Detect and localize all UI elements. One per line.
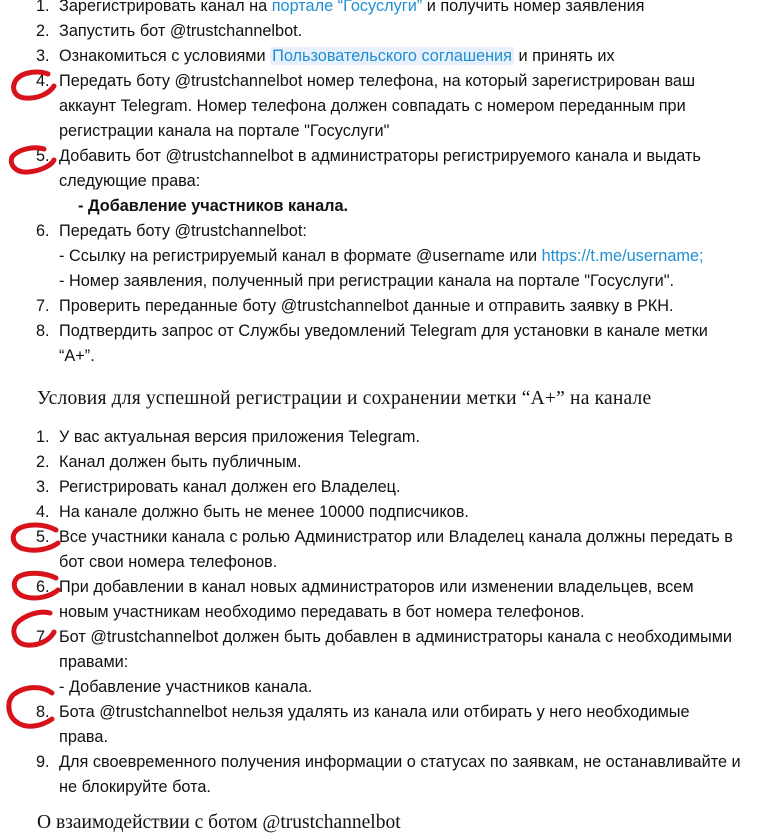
list-item: 2. Канал должен быть публичным.: [36, 453, 302, 471]
list-item: 2. Запустить бот @trustchannelbot.: [36, 22, 303, 40]
next-section-heading: О взаимодействии с ботом @trustchannelbot: [37, 812, 401, 833]
list-item: 1. Зарегистрировать канал на портале “Госуслуги” и получить номер заявления: [0, 0, 761, 19]
list-item: 5. Добавить бот @trustchannelbot в администраторы регистрируемого канала и выдать следующие права: - Добавление участников канала.: [0, 144, 761, 219]
list-item: 8. Подтвердить запрос от Службы уведомлений Telegram для установки в канале метки “А+”.: [36, 322, 708, 365]
list-item: 7. Проверить переданные боту @trustchannelbot данные и отправить заявку в РКН.: [36, 297, 674, 315]
section-heading: Условия для успешной регистрации и сохранении метки “А+” на канале: [37, 388, 652, 409]
registration-steps-list: [0, 0, 761, 369]
list-item: 7. Бот @trustchannelbot должен быть добавлен в администраторы канала с необходимыми правами: - Добавление участников канала.: [36, 628, 732, 696]
list-item: 3. Ознакомиться с условиями Пользовательского соглашения и принять их: [36, 47, 615, 65]
username-link[interactable]: https://t.me/username;: [541, 247, 704, 265]
list-item: 8. Бота @trustchannelbot нельзя удалять из канала или отбирать у него необходимые права.: [36, 703, 690, 746]
conditions-list: [0, 425, 761, 800]
list-item: 4. На канале должно быть не менее 10000 подписчиков.: [36, 503, 469, 521]
list-item: 6. Передать боту @trustchannelbot: - Ссылку на регистрируемый канал в формате @username или https://t.me/username; - Номер заявления, полученный при регистрации канала на портале "Госуслуги".: [36, 222, 704, 290]
required-permission: - Добавление участников канала.: [78, 197, 349, 215]
gosuslugi-portal-link[interactable]: портале “Госуслуги”: [271, 0, 423, 15]
list-item: 3. Регистрировать канал должен его Владелец.: [36, 478, 401, 496]
list-item: 4. Передать боту @trustchannelbot номер телефона, на который зарегистрирован ваш аккаунт Telegram. Номер телефона должен совпадать с номером переданным при регистрации канала на портале "Госуслуги": [36, 72, 696, 140]
list-item: 6. При добавлении в канал новых администраторов или изменении владельцев, всем новым участникам необходимо передавать в бот номера телефонов.: [36, 578, 694, 621]
list-item: 1. У вас актуальная версия приложения Telegram.: [36, 428, 420, 446]
list-item: 5. Все участники канала с ролью Администратор или Владелец канала должны передать в бот свои номера телефонов.: [36, 528, 733, 571]
user-agreement-link[interactable]: Пользовательского соглашения: [272, 47, 512, 65]
list-item: 9. Для своевременного получения информации о статусах по заявкам, не останавливайте и не блокируйте бота.: [36, 753, 741, 796]
